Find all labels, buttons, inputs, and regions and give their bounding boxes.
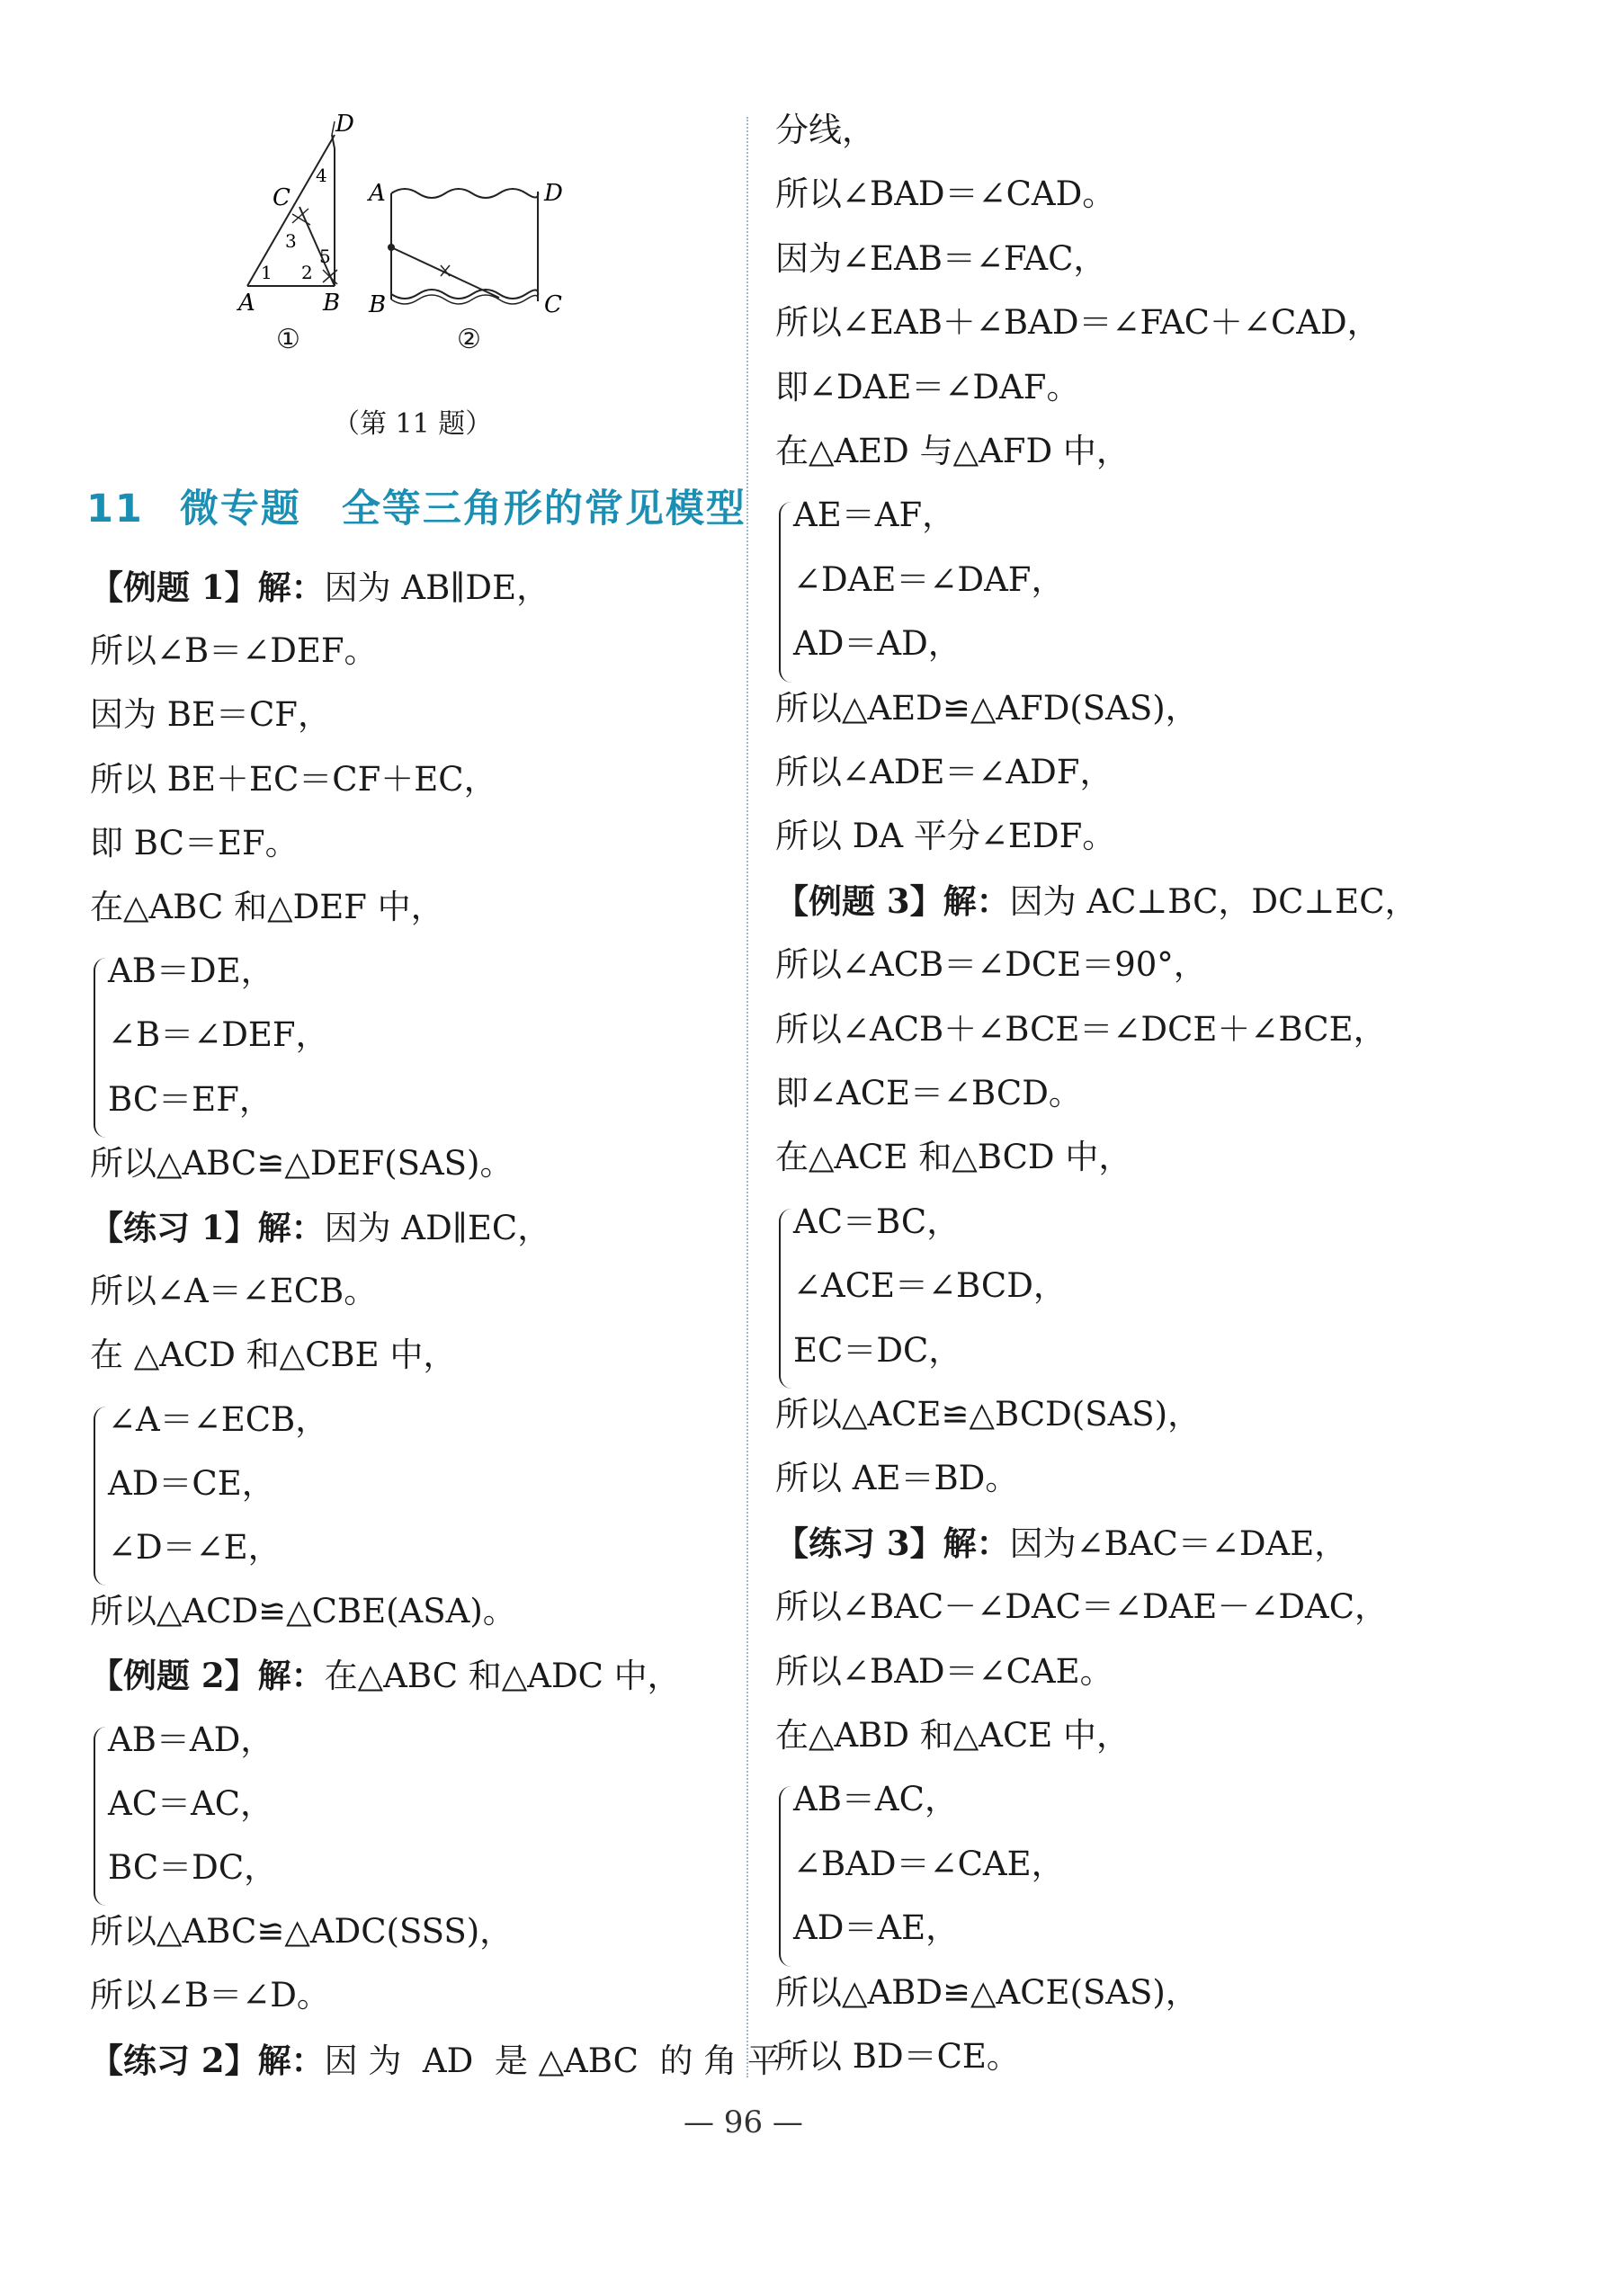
solution-line <box>775 1651 1113 1693</box>
figure-2-rectangle <box>364 175 571 319</box>
line-text: ∠A＝∠ECB， <box>108 1399 329 1439</box>
line-text: 在 △ACD 和△CBE 中， <box>90 1336 457 1375</box>
line-text: 所以 BD＝CE。 <box>775 2037 1020 2076</box>
solution-line <box>775 238 1106 280</box>
solution-line <box>775 174 1115 215</box>
fig1-angle-4: 4 <box>316 165 327 186</box>
line-text: 即 BC＝EF。 <box>90 823 299 862</box>
solution-line <box>775 1586 1388 1628</box>
solution-line <box>775 1137 1131 1178</box>
fig1-point-C: C <box>273 184 291 211</box>
line-text: 在△ABC 和△DEF 中， <box>90 888 444 926</box>
fig1-point-A: A <box>238 290 255 317</box>
line-text: AD＝CE， <box>108 1463 275 1503</box>
line-text: 在△ABC 和△ADC 中， <box>324 1657 681 1696</box>
line-text: AB＝AD， <box>108 1720 274 1759</box>
solution-line <box>108 951 274 992</box>
line-text: ∠B＝∠DEF， <box>108 1015 329 1055</box>
line-text: 因为 AC⊥BC，DC⊥EC， <box>1009 881 1418 921</box>
solution-line <box>90 567 550 609</box>
section-title-text: 微专题 全等三角形的常见模型 <box>179 487 746 532</box>
line-text: AC＝AC， <box>108 1783 274 1823</box>
solution-line <box>90 1655 681 1697</box>
line-text: 即∠ACE＝∠BCD。 <box>775 1074 1082 1112</box>
figure-1-triangle <box>229 108 373 324</box>
solution-line <box>90 1207 550 1249</box>
solution-line <box>90 759 497 800</box>
line-text: 所以△ACD≌△CBE(ASA)。 <box>90 1592 516 1631</box>
solution-line <box>775 944 1207 986</box>
solution-line <box>775 1073 1082 1114</box>
line-text: 所以∠B＝∠D。 <box>90 1976 330 2015</box>
fig2-point-D: D <box>544 180 563 207</box>
solution-line <box>90 1975 330 2016</box>
line-text: 所以∠ACB＝∠DCE＝90°， <box>775 945 1207 985</box>
figure-1-label: ① <box>276 324 300 355</box>
line-text: 所以△ACE≌△BCD(SAS)， <box>775 1395 1202 1434</box>
solution-line <box>775 816 1115 857</box>
solution-line <box>775 1523 1347 1565</box>
solution-line <box>90 2040 781 2082</box>
section-title <box>86 478 746 533</box>
solution-line <box>793 495 955 536</box>
solution-line <box>108 1014 329 1056</box>
line-text: 因 为 AD 是 △ABC 的 角 平 <box>324 2041 781 2080</box>
solution-label: 解： <box>257 1656 325 1696</box>
problem-tag: 【例题 2】 <box>90 1656 258 1696</box>
solution-line <box>90 694 331 736</box>
line-text: AB＝AC， <box>793 1780 958 1819</box>
system-brace <box>779 1786 791 1966</box>
line-text: AD＝AE， <box>793 1908 960 1948</box>
line-text: 因为 AD∥EC， <box>324 1209 551 1247</box>
solution-line <box>90 887 444 928</box>
column-divider <box>746 117 748 2077</box>
fig1-angle-2: 2 <box>301 262 313 283</box>
line-text: 在△ABD 和△ACE 中， <box>775 1716 1131 1755</box>
figure-caption: （第 11 题） <box>333 408 493 440</box>
problem-tag: 【例题 1】 <box>90 567 258 607</box>
system-brace <box>94 958 106 1138</box>
line-text: 所以△ABD≌△ACE(SAS)， <box>775 1972 1199 2012</box>
line-text: 因为∠BAC＝∠DAE， <box>1009 1523 1348 1563</box>
solution-line <box>775 2036 1020 2077</box>
solution-line <box>775 688 1199 729</box>
line-text: 所以∠EAB＋∠BAD＝∠FAC＋∠CAD， <box>775 303 1381 343</box>
line-text: BC＝EF， <box>108 1079 273 1119</box>
solution-line <box>90 1335 456 1376</box>
system-brace <box>779 502 791 682</box>
fig1-angle-1: 1 <box>261 262 273 283</box>
solution-line <box>775 1715 1130 1756</box>
solution-label: 解： <box>257 567 325 607</box>
solution-line <box>775 1009 1387 1050</box>
line-text: 所以∠BAD＝∠CAE。 <box>775 1651 1113 1691</box>
fig1-angle-3: 3 <box>285 230 297 252</box>
solution-label: 解： <box>943 880 1010 921</box>
section-number: 11 <box>86 487 144 532</box>
problem-tag: 【练习 1】 <box>90 1208 258 1247</box>
line-text: 因为∠EAB＝∠FAC， <box>775 238 1107 278</box>
solution-line <box>90 1591 516 1632</box>
line-text: 在△AED 与△AFD 中， <box>775 432 1130 470</box>
solution-line <box>793 559 1064 601</box>
line-text: 所以 BE＋EC＝CF＋EC， <box>90 759 497 799</box>
solution-line <box>90 1271 377 1312</box>
solution-line <box>775 302 1381 344</box>
solution-line <box>108 1847 277 1889</box>
line-text: 即∠DAE＝∠DAF。 <box>775 367 1080 406</box>
line-text: BC＝DC， <box>108 1848 278 1887</box>
line-text: 所以∠A＝∠ECB。 <box>90 1272 378 1311</box>
solution-label: 解： <box>257 1208 325 1247</box>
solution-line <box>108 1399 328 1441</box>
line-text: AE＝AF， <box>793 496 956 535</box>
line-text: ∠ACE＝∠BCD， <box>793 1266 1067 1306</box>
solution-line <box>793 1265 1067 1307</box>
line-text: 所以 DA 平分∠EDF。 <box>775 817 1116 856</box>
line-text: 所以∠B＝∠DEF。 <box>90 631 378 671</box>
fig2-point-A: A <box>369 180 386 207</box>
solution-line <box>775 431 1130 472</box>
solution-label: 解： <box>257 2040 325 2080</box>
figure-2-label: ② <box>457 324 481 355</box>
solution-line <box>90 630 378 672</box>
solution-line <box>793 1330 961 1371</box>
line-text: AD＝AD， <box>793 624 961 664</box>
system-brace <box>94 1407 106 1586</box>
line-text: 所以∠ACB＋∠BCE＝∠DCE＋∠BCE， <box>775 1009 1387 1049</box>
page-number: — 96 — <box>684 2104 803 2140</box>
solution-line <box>775 880 1418 923</box>
line-text: ∠BAD＝∠CAE， <box>793 1844 1065 1883</box>
solution-line <box>793 1779 958 1820</box>
line-text: ∠DAE＝∠DAF， <box>793 559 1065 599</box>
problem-tag: 【练习 2】 <box>90 2040 258 2080</box>
fig1-angle-5: 5 <box>319 246 331 267</box>
line-text: 所以∠BAD＝∠CAD。 <box>775 174 1116 214</box>
line-text: 所以△AED≌△AFD(SAS)， <box>775 688 1199 728</box>
solution-line <box>793 623 961 665</box>
solution-line <box>775 752 1113 793</box>
fig2-point-B: B <box>369 291 387 318</box>
line-text: 所以∠BAC－∠DAC＝∠DAE－∠DAC， <box>775 1587 1389 1627</box>
solution-line <box>90 1911 513 1952</box>
solution-line <box>108 1720 273 1761</box>
solution-line <box>775 1394 1201 1435</box>
solution-label: 解： <box>943 1523 1010 1563</box>
line-text: 所以∠ADE＝∠ADF， <box>775 753 1113 791</box>
solution-line <box>108 1079 273 1121</box>
system-brace <box>779 1209 791 1389</box>
solution-line <box>793 1202 960 1243</box>
line-text: 因为 AB∥DE， <box>324 568 550 607</box>
problem-tag: 【练习 3】 <box>775 1523 943 1563</box>
line-text: ∠D＝∠E， <box>108 1528 282 1567</box>
solution-line <box>775 1972 1199 2014</box>
solution-line <box>793 1907 959 1949</box>
solution-line <box>775 110 875 151</box>
solution-line <box>108 1527 282 1568</box>
solution-line <box>90 1143 513 1184</box>
problem-tag: 【例题 3】 <box>775 880 943 921</box>
line-text: 所以△ABC≌△ADC(SSS)， <box>90 1912 514 1952</box>
system-brace <box>94 1727 106 1907</box>
line-text: 因为 BE＝CF， <box>90 695 331 735</box>
solution-line <box>775 367 1079 408</box>
solution-line <box>793 1844 1065 1885</box>
line-text: 分线， <box>775 111 875 149</box>
solution-line <box>108 1463 275 1505</box>
line-text: 在△ACE 和△BCD 中， <box>775 1138 1132 1177</box>
fig2-point-C: C <box>544 291 562 318</box>
solution-line <box>775 1458 1018 1499</box>
fig1-point-D: D <box>335 111 354 138</box>
line-text: 所以△ABC≌△DEF(SAS)。 <box>90 1143 514 1183</box>
fig1-point-B: B <box>323 290 341 317</box>
line-text: EC＝DC， <box>793 1330 962 1370</box>
solution-line <box>90 823 299 864</box>
solution-line <box>108 1783 273 1825</box>
line-text: AC＝BC， <box>793 1202 961 1241</box>
line-text: 所以 AE＝BD。 <box>775 1459 1019 1498</box>
line-text: AB＝DE， <box>108 951 274 991</box>
